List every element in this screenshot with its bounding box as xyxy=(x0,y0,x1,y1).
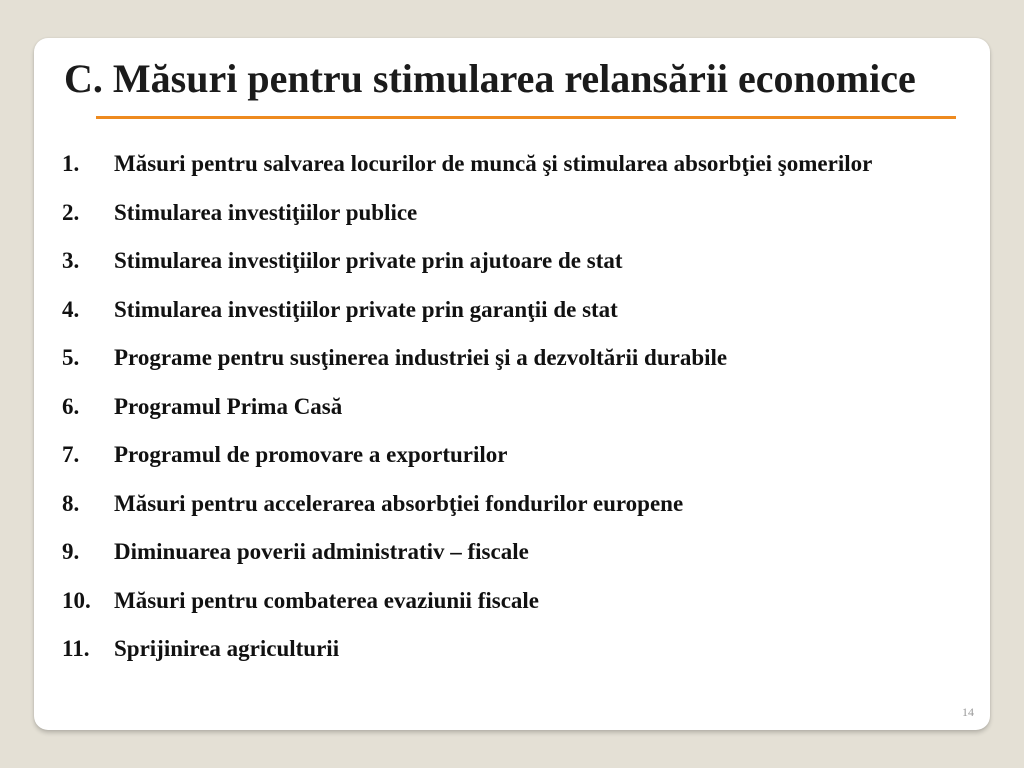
list-item xyxy=(62,488,978,519)
slide-title: C. Măsuri pentru stimularea relansării economice xyxy=(64,56,916,101)
list-item-text: Diminuarea poverii administrativ – fiscale xyxy=(114,539,529,564)
list-item-text: Măsuri pentru salvarea locurilor de muncă şi stimularea absorbţiei şomerilor xyxy=(114,151,873,176)
list-item-number: 4. xyxy=(62,296,80,322)
title-underline xyxy=(96,116,956,119)
list-item-text: Măsuri pentru combaterea evaziunii fiscale xyxy=(114,587,540,613)
page-number: 14 xyxy=(962,705,974,719)
list-item-number: 7. xyxy=(62,442,80,467)
list-item xyxy=(62,536,978,567)
list-item xyxy=(62,439,978,470)
list-item-number: 8. xyxy=(62,490,80,516)
list-item-text: Programe pentru susţinerea industriei şi a dezvoltării durabile xyxy=(114,345,728,370)
list-item-number: 11. xyxy=(62,636,90,661)
slide xyxy=(34,38,990,730)
list-item xyxy=(62,197,978,228)
list-item xyxy=(62,342,978,373)
list-item-text: Stimularea investiţiilor publice xyxy=(114,199,418,225)
list-item xyxy=(62,148,978,179)
list-item-number: 2. xyxy=(62,199,80,225)
list-item-number: 1. xyxy=(62,151,80,176)
list-item xyxy=(62,245,978,276)
measures-list xyxy=(62,148,978,682)
list-item-text: Sprijinirea agriculturii xyxy=(114,636,340,661)
list-item-number: 5. xyxy=(62,345,80,370)
list-item xyxy=(62,391,978,422)
list-item-text: Programul de promovare a exporturilor xyxy=(114,442,508,467)
list-item-text: Stimularea investiţiilor private prin ajutoare de stat xyxy=(114,248,623,273)
list-item-text: Măsuri pentru accelerarea absorbţiei fondurilor europene xyxy=(114,490,684,516)
list-item-text: Programul Prima Casă xyxy=(114,393,343,419)
list-item xyxy=(62,633,978,664)
list-item xyxy=(62,585,978,616)
list-item xyxy=(62,294,978,325)
list-item-number: 3. xyxy=(62,248,80,273)
list-item-text: Stimularea investiţiilor private prin garanţii de stat xyxy=(114,296,618,322)
list-item-number: 9. xyxy=(62,539,80,564)
list-item-number: 6. xyxy=(62,393,80,419)
list-item-number: 10. xyxy=(62,587,91,613)
